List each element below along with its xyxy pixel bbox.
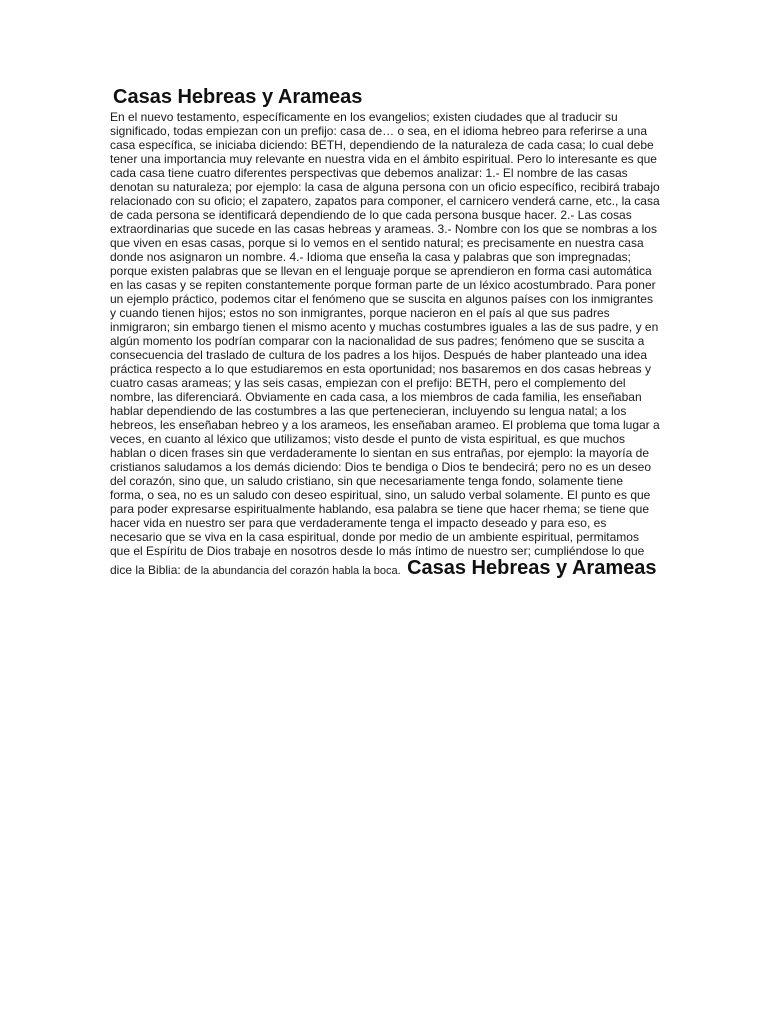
document-page bbox=[110, 84, 660, 578]
trailing-title: Casas Hebreas y Arameas bbox=[407, 557, 657, 579]
document-body bbox=[110, 110, 660, 578]
closing-sentence: la abundancia del corazón habla la boca. bbox=[200, 565, 401, 577]
document-title: Casas Hebreas y Arameas bbox=[113, 86, 363, 108]
body-text: En el nuevo testamento, específicamente en los evangelios; existen ciudades que al traducir su significado, todas empiezan con un prefijo: casa de… o sea, en el idioma hebreo para referirse a una casa específica, se iniciaba diciendo: BETH, dependiendo de la naturaleza de cada casa; lo cual debe tener una importancia muy relevante en nuestra vida en el ámbito espiritual. Pero lo interesante es que cada casa tiene cuatro diferentes perspectivas que debemos analizar: 1.- El nombre de las casas denotan su naturaleza; por ejemplo: la casa de alguna persona con un oficio específico, recibirá trabajo relacionado con su oficio; el zapatero, zapatos para componer, el carnicero venderá carne, etc., la casa de cada persona se identificará dependiendo de lo que cada persona busque hacer. 2.- Las cosas extraordinarias que sucede en las casas hebreas y arameas. 3.- Nombre con los que se nombras a los que viven en esas casas, porque si lo vemos en el sentido natural; es precisamente en nuestra casa donde nos asignaron un nombre. 4.- Idioma que enseña la casa y palabras que son impregnadas; porque existen palabras que se llevan en el lenguaje porque se aprendieron en forma casi automática en las casas y se repiten constantemente porque forman parte de un léxico acostumbrado. Para poner un ejemplo práctico, podemos citar el fenómeno que se suscita en algunos países con los inmigrantes y cuando tienen hijos; estos no son inmigrantes, porque nacieron en el país al que sus padres inmigraron; sin embargo tienen el mismo acento y muchas costumbres iguales a las de sus padre, y en algún momento los podrían comparar con la nacionalidad de sus padres; fenómeno que se suscita a consecuencia del traslado de cultura de los padres a los hijos. Después de haber planteado una idea práctica respecto a lo que estudiaremos en esta oportunidad; nos basaremos en dos casas hebreas y cuatro casas arameas; y las seis casas, empiezan con el prefijo: BETH, pero el complemento del nombre, las diferenciará. Obviamente en cada casa, a los miembros de cada familia, les enseñaban hablar dependiendo de las costumbres a las que pertenecieran, incluyendo su lengua natal; a los hebreos, les enseñaban hebreo y a los arameos, les enseñaban arameo. El problema que toma lugar a veces, en cuanto al léxico que utilizamos; visto desde el punto de vista espiritual, es que muchos hablan o dicen frases sin que verdaderamente lo sientan en sus entrañas, por ejemplo: la mayoría de cristianos saludamos a los demás diciendo: Dios te bendiga o Dios te bendecirá; pero no es un deseo del corazón, sino que, un saludo cristiano, sin que necesariamente tenga fondo, solamente tiene forma, o sea, no es un saludo con deseo espiritual, sino, un saludo verbal solamente. El punto es que para poder expresarse espiritualmente hablando, esa palabra se tiene que hacer rhema; se tiene que hacer vida en nuestro ser para que verdaderamente tenga el impacto deseado y para eso, es necesario que se viva en la casa espiritual, donde por medio de un ambiente espiritual, permitamos que el Espíritu de Dios trabaje en nosotros desde lo más íntimo de nuestro ser; cumpliéndose lo que dice la Biblia: de bbox=[110, 110, 660, 577]
